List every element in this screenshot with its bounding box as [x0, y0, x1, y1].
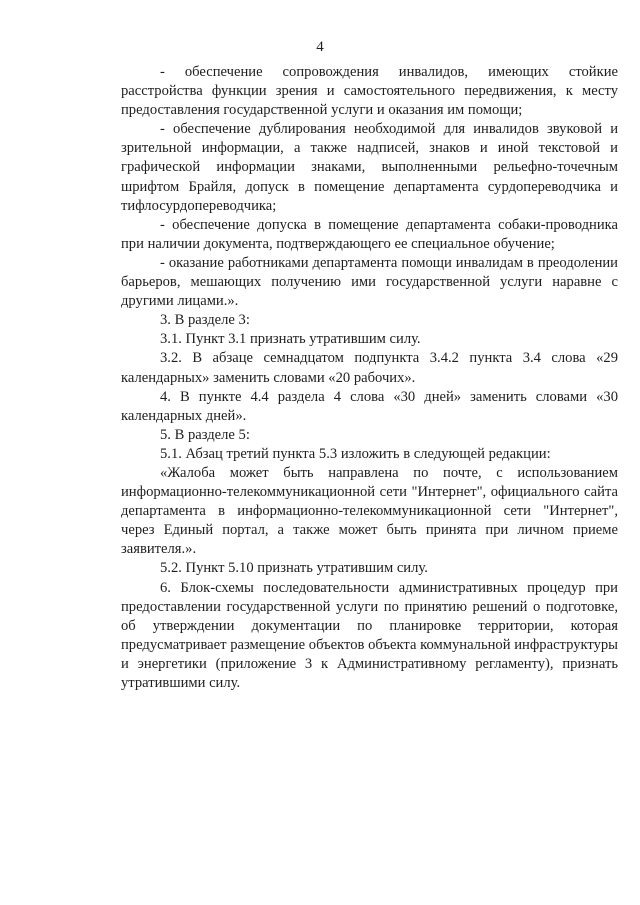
document-body	[121, 63, 618, 693]
paragraph: 3.2. В абзаце семнадцатом подпункта 3.4.2 пункта 3.4 слова «29 календарных» заменить словами «20 рабочих».	[121, 350, 618, 386]
paragraph: - обеспечение сопровождения инвалидов, имеющих стойкие расстройства функции зрения и самостоятельного передвижения, к месту предоставления государственной услуги и оказания им помощи;	[121, 64, 618, 119]
paragraph: 5.1. Абзац третий пункта 5.3 изложить в следующей редакции:	[160, 445, 551, 462]
paragraph: - обеспечение дублирования необходимой для инвалидов звуковой и зрительной информации, а также надписей, знаков и иной текстовой и графической информации знаками, выполненными рельефно-точечным шрифтом Брайля, допуск в помещение департамента сурдопереводчика и тифлосурдопереводчика;	[121, 121, 618, 214]
paragraph: 3. В разделе 3:	[160, 312, 250, 329]
paragraph: - обеспечение допуска в помещение департамента собаки-проводника при наличии документа, подтверждающего ее специальное обучение;	[121, 216, 618, 252]
paragraph: 5. В разделе 5:	[160, 426, 250, 443]
page-number: 4	[316, 39, 324, 55]
paragraph: 3.1. Пункт 3.1 признать утратившим силу.	[160, 331, 421, 348]
paragraph: 6. Блок-схемы последовательности административных процедур при предоставлении государственной услуги по принятию решений о подготовке, об утверждении документации по планировке территории, которая предусматривает размещение объектов объекта коммунальной инфраструктуры и энергетики (приложение 3 к Административному регламенту), признать утратившими силу.	[121, 579, 618, 691]
paragraph: 5.2. Пункт 5.10 признать утратившим силу.	[160, 560, 428, 577]
paragraph: «Жалоба может быть направлена по почте, с использованием информационно-телекоммуникационной сети "Интернет", официального сайта департамента в информационно-телекоммуникационной сети "Интернет", через Единый портал, а также может быть принята при личном приеме заявителя.».	[121, 464, 618, 558]
paragraph: 4. В пункте 4.4 раздела 4 слова «30 дней» заменить словами «30 календарных дней».	[121, 388, 618, 424]
paragraph: - оказание работниками департамента помощи инвалидам в преодолении барьеров, мешающих получению ими государственной услуги наравне с другими лицами.».	[121, 254, 618, 310]
